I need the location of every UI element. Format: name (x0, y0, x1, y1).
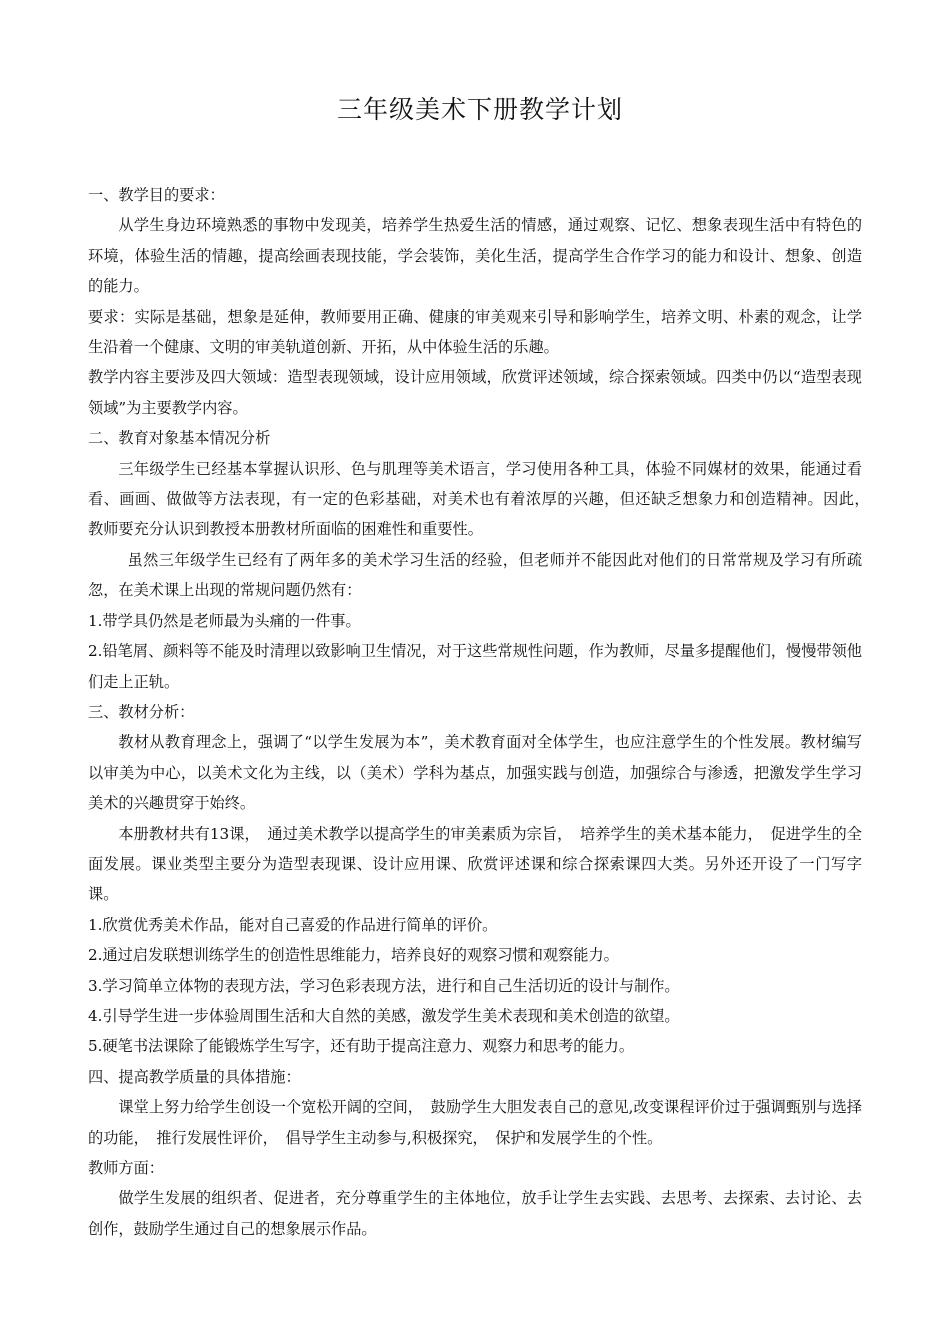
list-item: 1.欣赏优秀美术作品，能对自己喜爱的作品进行简单的评价。 (88, 915, 498, 934)
list-item: 3.学习简单立体物的表现方法，学习色彩表现方法，进行和自己生活切近的设计与制作。 (88, 976, 680, 995)
paragraph: 从学生身边环境熟悉的事物中发现美，培养学生热爱生活的情感，通过观察、记忆、想象表现生活中有特色的环境，体验生活的情趣，提高绘画表现技能，学会装饰，美化生活，提高学生合作学习的能力和设计、想象、创造的能力。 (88, 216, 862, 296)
paragraph: 虽然三年级学生已经有了两年多的美术学习生活的经验，但老师并不能因此对他们的日常常规及学习有所疏忽，在美术课上出现的常规问题仍然有： (88, 550, 862, 600)
paragraph: 课堂上努力给学生创设一个宽松开阔的空间， 鼓励学生大胆发表自己的意见,改变课程评价过于强调甄别与选择的功能， 推行发展性评价， 倡导学生主动参与,积极探究， 保护和发展学生的个性。 (88, 1098, 862, 1147)
list-item: 5.硬笔书法课除了能锻炼学生写字，还有助于提高注意力、观察力和思考的能力。 (88, 1037, 635, 1056)
paragraph: 教学内容主要涉及四大领域：造型表现领域，设计应用领域，欣赏评述领域，综合探索领域。四类中仍以“造型表现领域”为主要教学内容。 (88, 368, 862, 417)
paragraph: 要求：实际是基础，想象是延伸，教师要用正确、健康的审美观来引导和影响学生，培养文明、朴素的观念，让学生沿着一个健康、文明的审美轨道创新、开拓，从中体验生活的乐趣。 (88, 307, 862, 357)
paragraph: 教材从教育理念上，强调了“以学生发展为本”，美术教育面对全体学生，也应注意学生的个性发展。教材编写以审美为中心，以美术文化为主线，以（美术）学科为基点，加强实践与创造，加强综合与渗透，把激发学生学习美术的兴趣贯穿于始终。 (88, 733, 862, 813)
section-heading-2: 二、教育对象基本情况分析 (88, 429, 271, 448)
section-heading-3: 三、教材分析： (88, 702, 195, 721)
document-body (88, 180, 878, 1244)
list-item: 2.铅笔屑、颜料等不能及时清理以致影响卫生情况，对于这些常规性问题，作为教师，尽量多提醒他们，慢慢带领他们走上正轨。 (88, 642, 862, 691)
section-heading-4: 四、提高教学质量的具体措施： (88, 1067, 301, 1086)
paragraph: 三年级学生已经基本掌握认识形、色与肌理等美术语言，学习使用各种工具，体验不同媒材的效果，能通过看看、画画、做做等方法表现，有一定的色彩基础，对美术也有着浓厚的兴趣，但还缺乏想象力和创造精神。因此， 教师要充分认识到教授本册教材所面临的困难性和重要性。 (88, 459, 878, 539)
list-item: 1.带学具仍然是老师最为头痛的一件事。 (88, 611, 361, 630)
paragraph: 做学生发展的组织者、促进者，充分尊重学生的主体地位，放手让学生去实践、去思考、去探索、去讨论、去创作，鼓励学生通过自己的想象展示作品。 (88, 1189, 862, 1238)
paragraph: 本册教材共有13课， 通过美术教学以提高学生的审美素质为宗旨， 培养学生的美术基本能力， 促进学生的全面发展。课业类型主要分为造型表现课、设计应用课、欣赏评述课和综合探索课四大类。另外还开设了一门写字课。 (88, 824, 862, 904)
section-heading-1: 一、教学目的要求： (88, 186, 225, 204)
list-item: 2.通过启发联想训练学生的创造性思维能力，培养良好的观察习惯和观察能力。 (88, 946, 619, 965)
list-item: 4.引导学生进一步体验周围生活和大自然的美感，激发学生美术表现和美术创造的欲望。 (88, 1006, 680, 1025)
document-title: 三年级美术下册教学计划 (336, 95, 623, 124)
subheading: 教师方面： (88, 1159, 164, 1177)
